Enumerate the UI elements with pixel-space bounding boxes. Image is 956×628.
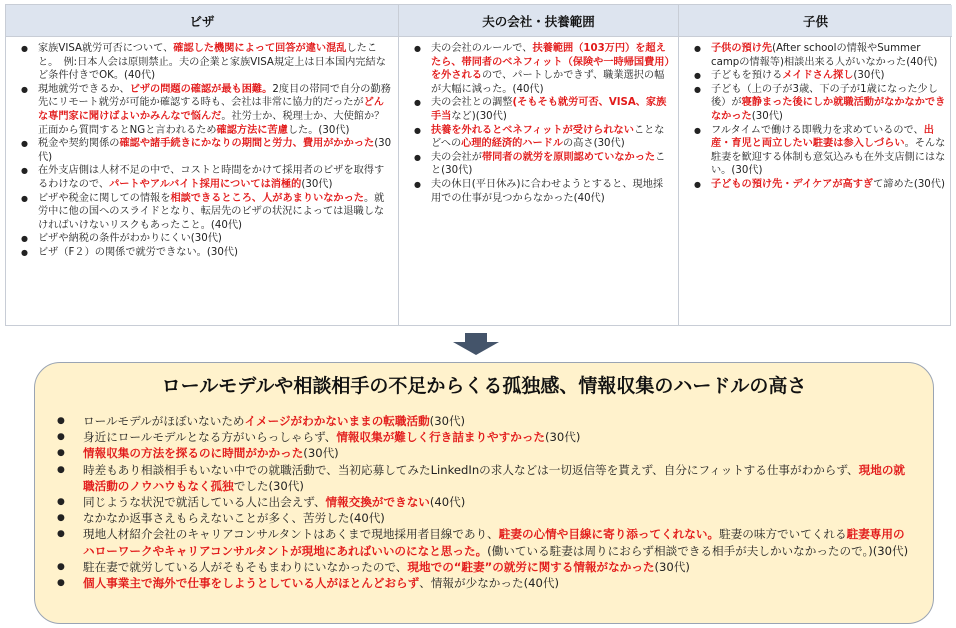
list-item [691, 42, 946, 69]
body-text: 税金や契約関係の [38, 138, 120, 150]
highlight-text: 情報収集が難しく行き詰まりやすかった [336, 430, 546, 445]
list-item [18, 232, 392, 246]
down-arrow-icon [453, 333, 499, 355]
body-text: 家族VISA就労可否について、 [38, 43, 174, 54]
highlight-text: メイドさん探し [782, 70, 854, 82]
table-column-children [679, 5, 952, 325]
highlight-text: 子供の預け先 [711, 43, 773, 54]
body-text: (30代) [301, 178, 333, 190]
body-text: (30代) [654, 559, 690, 574]
column-body-company [399, 37, 678, 205]
body-text: ビザや税金に関しての情報を [38, 192, 171, 204]
table-column-visa [6, 5, 399, 325]
body-text: したこと。 例:日本人会は原則禁止。夫の企業と家族VISA規定上は日本国内完結など条件付きでOK。(40代) [38, 43, 386, 82]
list-item [691, 83, 946, 124]
highlight-text: 扶養を外れるとベネフィットが受けられない [431, 124, 634, 136]
highlight-text: ビザの問題の確認が最も困難。 [129, 83, 273, 95]
body-text: 。就労中に他の国へのスライドとなり、転居先のビザの状況によっては退職しなければいけないリスクもあったこと。(40代) [38, 192, 385, 231]
list-item [55, 413, 915, 429]
body-text: ことなどへの [431, 124, 665, 150]
table-column-company [399, 5, 679, 325]
list-item [18, 42, 392, 83]
body-text: 在外支店側は人材不足の中で、コストと時間をかけて採用者のビザを取得するわけなので、 [38, 165, 385, 190]
highlight-text: 確認や諸手続きにかなりの期間と労力、費用がかかった [119, 138, 375, 150]
highlight-text: 情報交換ができない [325, 495, 430, 510]
body-text: フルタイムで働ける即戦力を求めているので、 [711, 124, 924, 136]
body-text: 現地人材紹介会社のキャリアコンサルタントはあくまで現地採用者目線であり、 [83, 527, 499, 542]
list-item [691, 69, 946, 83]
highlight-text: 確認方法に苦慮 [216, 124, 288, 136]
column-header-company: 夫の会社・扶養範囲 [399, 5, 678, 37]
column-header-children: 子供 [679, 5, 952, 37]
body-text: 子ども（上の子が3歳、下の子が1歳になった少し後）が [711, 83, 938, 109]
body-text: ロールモデルがほぼいないため [83, 414, 245, 428]
body-text: 時差もあり相談相手もいない中での就職活動で、当初応募してみたLinkedInの求人などは一切返信等を貰えず、自分にフィットする仕事がわからず、 [83, 462, 859, 477]
body-text: ビザ（F２）の関係で就労できない。(30代) [38, 246, 238, 258]
list-item [18, 137, 392, 164]
list-item [55, 575, 915, 591]
column-header-visa: ビザ [6, 5, 398, 37]
column-body-children [679, 37, 952, 192]
list-item [411, 151, 672, 178]
highlight-text: イメージがわかないままの転職活動 [244, 414, 430, 428]
column-list-children [691, 42, 946, 192]
summary-title: ロールモデルや相談相手の不足からくる孤独感、情報収集のハードルの高さ [161, 375, 807, 397]
body-text: (30代) [545, 430, 581, 445]
highlight-text: 子どもの預け先・デイケアが高すぎ [711, 178, 874, 190]
list-item [18, 246, 392, 260]
body-text: (After schoolの情報やSummer campの情報等)相談出来る人がいなかった(40代) [711, 43, 938, 68]
body-text: (30代) [751, 110, 783, 122]
body-text: て諦めた(30代) [873, 178, 945, 190]
body-text: 夫の休日(平日休み)に合わせようとすると、現地採用での仕事が見つからなかった(40代) [431, 178, 664, 204]
body-text: 身近にロールモデルとなる方がいらっしゃらず、 [83, 430, 337, 445]
summary-list [55, 413, 915, 591]
list-item [55, 462, 915, 494]
body-text: (30代) [38, 138, 392, 163]
highlight-text: どんな専門家に聞けばよいかみんなで悩んだ [38, 97, 384, 122]
highlight-text: パートやアルバイト採用については消極的 [109, 178, 302, 190]
highlight-text: (そもそも就労可否、VISA、家族手当 [431, 97, 667, 122]
highlight-text: 駐妻の心情や目線に寄り添ってくれない。 [498, 527, 720, 542]
list-item [55, 526, 915, 558]
body-text: の高さ(30代) [563, 138, 625, 150]
list-item [411, 178, 672, 205]
list-item [411, 124, 672, 151]
body-text: こと(30代) [431, 151, 666, 177]
body-text: した。(30代) [287, 124, 350, 136]
highlight-text: 扶養範囲（103万円）を超えたら、帯同者のベネフィット（保険や一時帰国費用）を外される [431, 43, 670, 82]
column-body-visa [6, 37, 398, 260]
list-item [18, 192, 392, 233]
highlight-text: 確認した機関によって回答が違い混乱 [173, 43, 347, 54]
body-text: 夫の会社のルールで、 [431, 43, 533, 54]
list-item [55, 445, 915, 461]
body-text: 。そんな駐妻を歓迎する体制も意気込みも在外支店側にはない。(30代) [711, 138, 946, 177]
column-list-company [411, 42, 672, 205]
highlight-text: 情報収集の方法を探るのに時間がかかった [83, 446, 304, 461]
list-item [691, 178, 946, 192]
body-text: ビザや納税の条件がわかりにくい(30代) [38, 233, 222, 245]
highlight-text: 駐妻専用のハローワークやキャリアコンサルタントが現地にあればいいのになと思った。 [83, 527, 905, 558]
highlight-text: 個人事業主で海外で仕事をしようとしている人がほとんどおらず [83, 576, 420, 591]
list-item [55, 559, 915, 575]
body-text: なかなか返事さえもらえないことが多く、苦労した(40代) [83, 511, 385, 526]
body-text: 現地就労できるか、 [38, 83, 130, 95]
body-text: 同じような状況で就活している人に出会えず、 [83, 495, 326, 510]
body-text: でした(30代) [233, 478, 304, 493]
issues-table [5, 4, 951, 326]
highlight-text: 寝静まった後にしか就職活動がなかなかできなかった [711, 97, 946, 122]
column-list-visa [18, 42, 392, 260]
list-item [18, 83, 392, 137]
body-text: など)(30代) [451, 110, 507, 122]
body-text: 夫の会社との調整 [431, 97, 513, 109]
highlight-text: 出産・育児と両立したい駐妻は参入しづらい [711, 124, 934, 150]
body-text: (働いている駐妻は周りにおらず相談できる相手が夫しかいなかったので。)(30代) [487, 543, 909, 558]
highlight-text: 心理的経済的ハードル [461, 138, 564, 150]
list-item [411, 42, 672, 96]
highlight-text: 相談できるところ、人があまりいなかった [170, 192, 364, 204]
list-item [55, 429, 915, 445]
body-text: 駐妻の味方でいてくれる [719, 527, 847, 542]
list-item [411, 96, 672, 123]
body-text: 子どもを預ける [711, 70, 783, 82]
list-item [691, 124, 946, 178]
highlight-text: 現地の就職活動のノウハウもなく孤独 [83, 462, 906, 493]
summary-panel [34, 362, 934, 624]
list-item [55, 510, 915, 526]
body-text: 2度目の帯同で自分の勤務先にリモート就労が可能か確認する時も、会社は非常に協力的だったが [38, 83, 391, 109]
body-text: ので、パートしかできず、職業選択の幅が大幅に減った。(40代) [431, 70, 665, 95]
body-text: (30代) [853, 70, 885, 82]
body-text: 駐在妻で就労している人がそもそもまわりにいなかったので、 [83, 559, 408, 574]
list-item [18, 164, 392, 191]
highlight-text: 現地での“駐妻”の就労に関する情報がなかった [407, 559, 655, 574]
body-text: 夫の会社が [431, 151, 482, 163]
body-text: (30代) [303, 446, 339, 461]
highlight-text: 帯同者の就労を原則認めていなかった [481, 151, 656, 163]
body-text: 。社労士か、税理士か、大使館か？正面から質問するとNGと言われるため [38, 110, 385, 136]
body-text: (40代) [429, 495, 466, 510]
body-text: 、情報が少なかった(40代) [419, 576, 559, 591]
list-item [55, 494, 915, 510]
body-text: (30代) [429, 414, 466, 428]
